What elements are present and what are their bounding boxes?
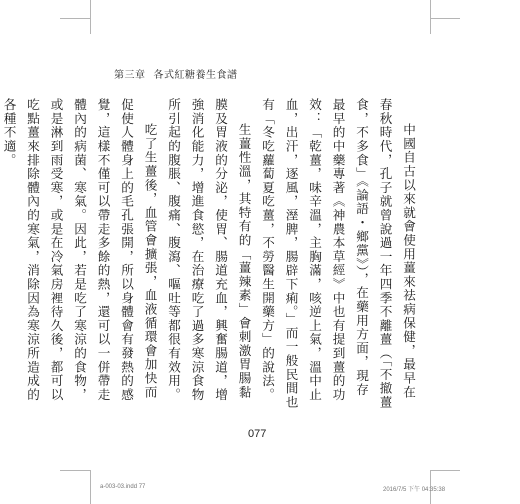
crop-mark-bottom-right-h [430,470,460,471]
print-slug-file: a-003-03.indd 77 [100,484,146,490]
print-slug-timestamp: 2016/7/5 下午 04:35:38 [383,487,446,493]
chapter-title: 各式紅糖養生食譜 [153,70,238,81]
crop-mark-top-left-h [60,18,90,19]
body-text [1,98,420,410]
page-number: 077 [248,428,267,440]
crop-mark-top-right-v [430,0,431,34]
chapter-label: 第三章 [114,70,146,81]
paragraph: 吃了生薑後，血管會擴張，血液循環會加快而促使人體身上的毛孔張開，所以身體會有發熱的感覺，這樣不僅可以帶走多餘的熱，還可以一併帶走體內的病菌、寒氣。因此，若是吃了寒涼的食物，或是淋到雨受寒，或是在冷氣房裡待久後，都可以吃點薑來排除體內的寒氣，消除因為寒涼所造成的各種不適。 [1,98,158,402]
chapter-header [114,66,238,81]
crop-mark-bottom-left-v [90,470,91,504]
paragraph: 生薑性溫，其特有的「薑辣素」會刺激胃腸黏膜及胃液的分泌，使胃、腸道充血，興奮腸道，增強消化能力，增進食慾，在治療吃了過多寒涼食物所引起的腹脹、腹痛、腹瀉、嘔吐等都很有效用。 [166,98,252,402]
paragraph: 中國自古以來就會使用薑來祛病保健，最早在春秋時代，孔子就曾說過一年四季不離薑（「不撤薑食，不多食」《論語・鄉黨》），在藥用方面，現存最早的中藥專著《神農本草經》中也有提到薑的功效：「乾薑，味辛溫，主胸滿，咳逆上氣，溫中止血，出汗，逐風，溼脾，腸辟下痢。」而一般民間也有「冬吃蘿蔔夏吃薑，不勞醫生開藥方」的說法。 [260,98,416,410]
crop-mark-top-left-v [90,0,91,34]
crop-mark-top-right-h [430,18,460,19]
crop-mark-bottom-left-h [60,470,90,471]
